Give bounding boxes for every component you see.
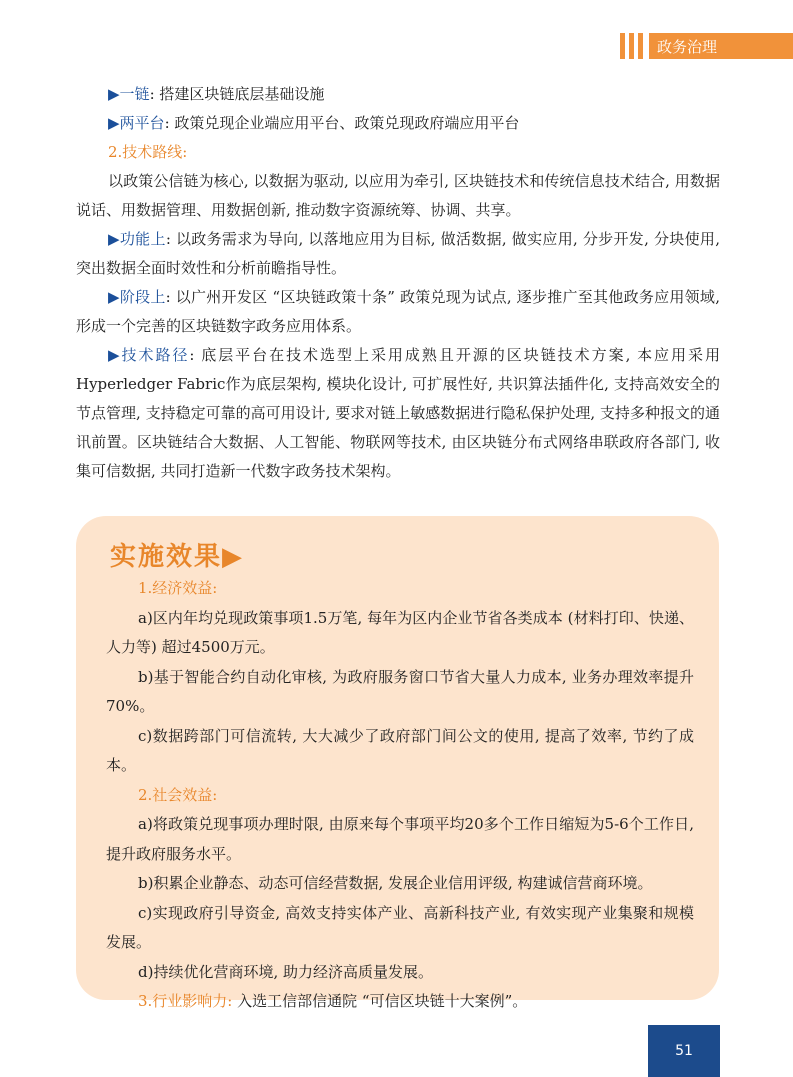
impact-line bbox=[106, 987, 694, 1017]
section-header bbox=[620, 33, 793, 59]
intro-text: : 政策兑现企业端应用平台、政策兑现政府端应用平台 bbox=[164, 114, 520, 132]
social-item: c)实现政府引导资金, 高效支持实体产业、高新科技产业, 有效实现产业集聚和规模发展。 bbox=[106, 903, 694, 951]
tech-label: 技术路径 bbox=[121, 346, 190, 364]
economic-heading: 1.经济效益: bbox=[138, 579, 218, 597]
tech-text: : 以政务需求为导向, 以落地应用为目标, 做活数据, 做实应用, 分步开发, 分块使用, 突出数据全面时效性和分析前瞻指导性。 bbox=[76, 230, 720, 277]
effects-title: 实施效果▶ bbox=[110, 542, 244, 572]
impact-heading: 3.行业影响力: bbox=[138, 992, 233, 1010]
impact-text: 入选工信部信通院 “可信区块链十大案例”。 bbox=[232, 992, 528, 1010]
body-text bbox=[76, 80, 720, 486]
tech-item-2 bbox=[76, 283, 720, 341]
triangle-icon: ▶ bbox=[108, 346, 122, 364]
tech-label: 阶段上 bbox=[119, 288, 166, 306]
economic-item: b)基于智能合约自动化审核, 为政府服务窗口节省大量人力成本, 业务办理效率提升70%。 bbox=[106, 667, 694, 715]
effects-panel bbox=[76, 516, 719, 1010]
section-label: 政务治理 bbox=[649, 33, 793, 59]
intro-item-1 bbox=[76, 80, 720, 109]
tech-label: 功能上 bbox=[119, 230, 166, 248]
economic-item: a)区内年均兑现政策事项1.5万笔, 每年为区内企业节省各类成本 (材料打印、快递、人力等) 超过4500万元。 bbox=[106, 608, 694, 656]
social-heading: 2.社会效益: bbox=[138, 785, 218, 804]
tech-item-3 bbox=[76, 341, 720, 486]
triangle-icon: ▶ bbox=[108, 85, 120, 103]
page-number: 51 bbox=[648, 1025, 720, 1077]
social-item: a)将政策兑现事项办理时限, 由原来每个事项平均20多个工作日缩短为5-6个工作日, 提升政府服务水平。 bbox=[106, 815, 694, 863]
triangle-icon: ▶ bbox=[108, 230, 120, 248]
tech-paragraph: 以政策公信链为核心, 以数据为驱动, 以应用为牵引, 区块链技术和传统信息技术结合, 用数据说话、用数据管理、用数据创新, 推动数字资源统筹、协调、共享。 bbox=[76, 172, 720, 219]
triangle-icon: ▶ bbox=[108, 288, 120, 306]
triangle-icon: ▶ bbox=[108, 114, 120, 132]
tech-text: : 底层平台在技术选型上采用成熟且开源的区块链技术方案, 本应用采用Hyperledger Fabric作为底层架构, 模块化设计, 可扩展性好, 共识算法插件化, 支持高效安全的节点管理, 支持稳定可靠的高可用设计, 要求对链上敏感数据进行隐私保护处理, 支持多种报文的通讯前置。区块链结合大数据、人工智能、物联网等技术, 由区块链分布式网络串联政府各部门, 收集可信数据, 共同打造新一代数字政务技术架构。 bbox=[76, 346, 720, 480]
social-item: d)持续优化营商环境, 助力经济高质量发展。 bbox=[138, 962, 433, 981]
header-stripes bbox=[620, 33, 643, 59]
economic-item: c)数据跨部门可信流转, 大大减少了政府部门间公文的使用, 提高了效率, 节约了成本。 bbox=[106, 726, 694, 774]
tech-text: : 以广州开发区 “区块链政策十条” 政策兑现为试点, 逐步推广至其他政务应用领域, 形成一个完善的区块链数字政务应用体系。 bbox=[76, 288, 720, 335]
intro-label: 两平台 bbox=[119, 114, 165, 132]
intro-label: 一链 bbox=[119, 85, 150, 103]
intro-item-2 bbox=[76, 109, 720, 138]
tech-item-1 bbox=[76, 225, 720, 283]
social-item: b)积累企业静态、动态可信经营数据, 发展企业信用评级, 构建诚信营商环境。 bbox=[138, 874, 653, 892]
intro-text: : 搭建区块链底层基础设施 bbox=[149, 85, 325, 103]
effects-text bbox=[106, 574, 694, 1017]
tech-heading: 2.技术路线: bbox=[108, 143, 188, 161]
